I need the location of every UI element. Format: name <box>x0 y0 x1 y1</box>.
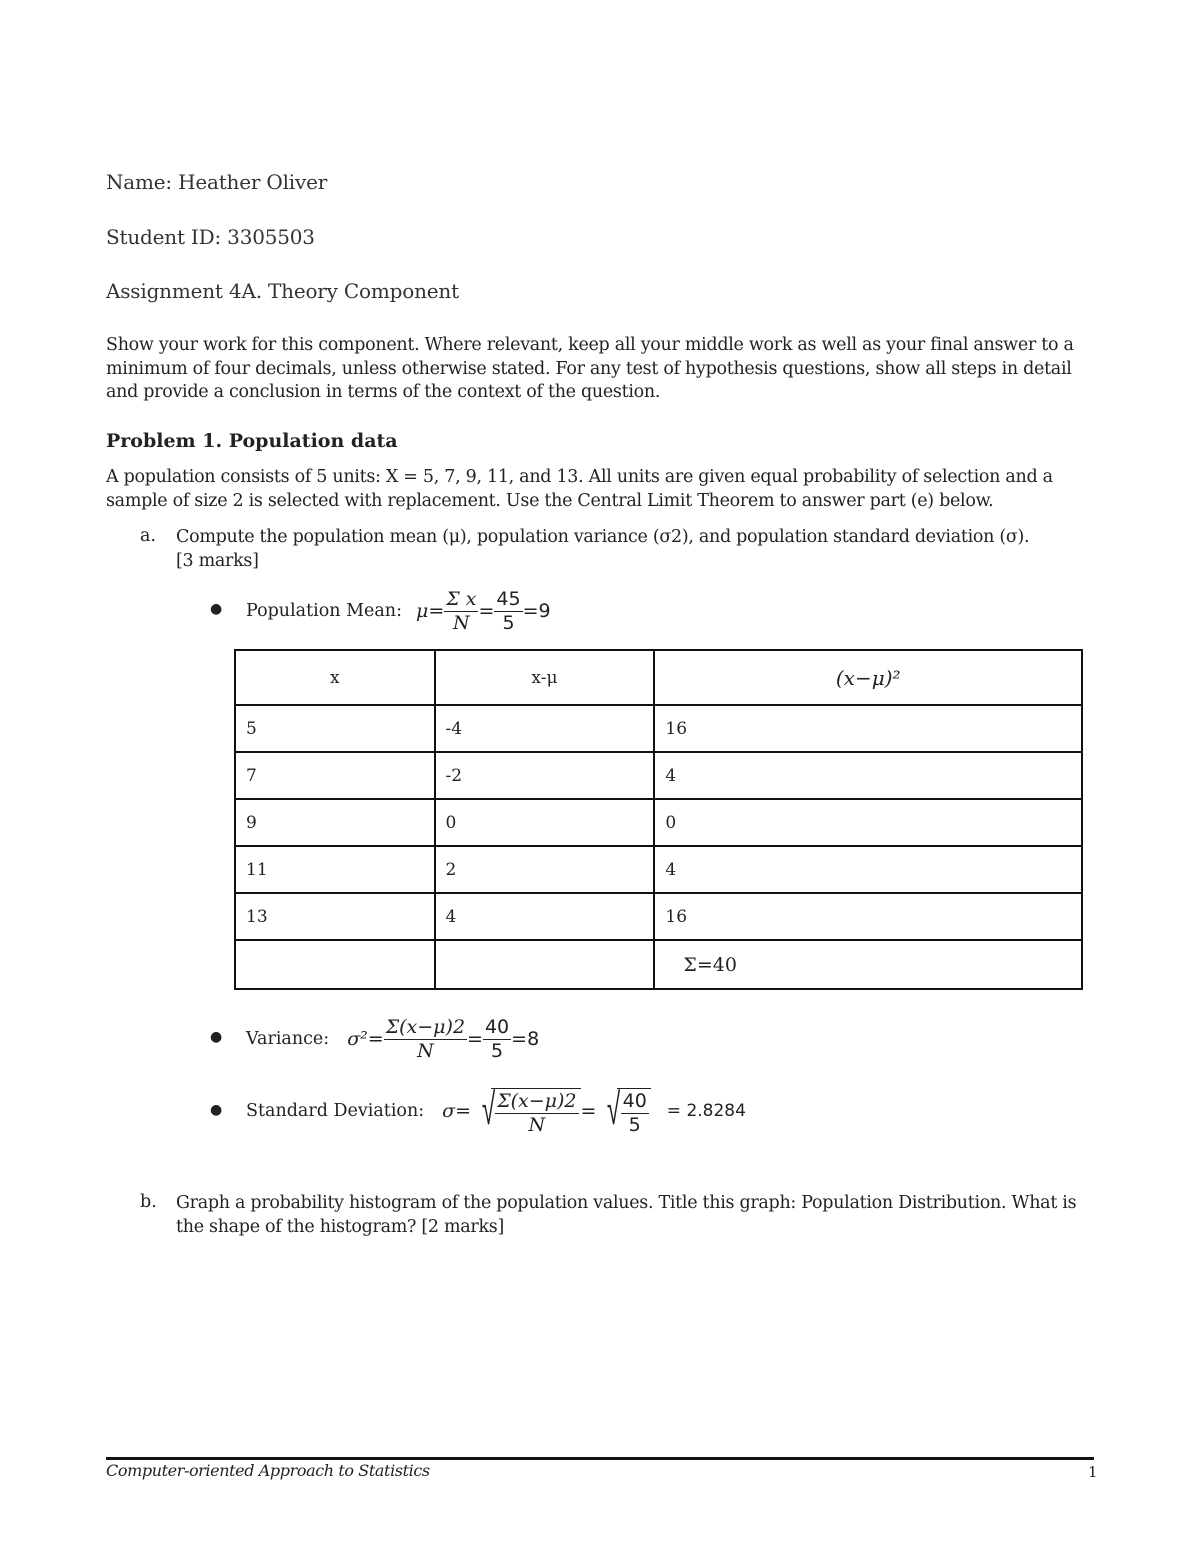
sd-fraction <box>495 1089 578 1136</box>
mean-fraction <box>444 587 478 634</box>
table-cell: 0 <box>435 799 655 846</box>
table-cell: -2 <box>435 752 655 799</box>
table-cell: 16 <box>654 705 1082 752</box>
part-b-line: the shape of the histogram? [2 marks] <box>176 1216 505 1237</box>
table-sum-row <box>235 940 1082 989</box>
variance-lhs: σ²= <box>347 1028 384 1050</box>
variance-fraction <box>384 1015 467 1062</box>
sd-numerator: Σ(x−μ)2 <box>497 1089 577 1112</box>
instructions-line: Show your work for this component. Where relevant, keep all your middle work as well as your final answer to a <box>106 335 1074 355</box>
table-cell: -4 <box>435 705 655 752</box>
part-a-line: [3 marks] <box>176 550 259 571</box>
problem-statement <box>106 466 1096 513</box>
deviation-table <box>234 649 1083 990</box>
variance-denominator-value: 5 <box>491 1039 504 1062</box>
variance-fraction-values <box>483 1015 511 1062</box>
sd-label: Standard Deviation: <box>246 1101 425 1121</box>
mean-denominator-value: 5 <box>502 611 515 634</box>
sd-fraction-values <box>621 1089 649 1136</box>
table-cell: 16 <box>654 893 1082 940</box>
instructions <box>106 334 1096 405</box>
part-b-question <box>176 1192 1096 1239</box>
population-mean-formula <box>246 586 551 636</box>
footer-divider <box>106 1457 1094 1460</box>
bullet-icon: ● <box>210 601 223 617</box>
table-cell: 7 <box>235 752 435 799</box>
table-sum-cell: Σ=40 <box>654 940 1082 989</box>
table-cell: 4 <box>435 893 655 940</box>
table-cell <box>235 940 435 989</box>
table-cell: 13 <box>235 893 435 940</box>
table-cell: 9 <box>235 799 435 846</box>
sd-result: = 2.8284 <box>666 1101 746 1121</box>
mean-lhs: μ= <box>415 600 445 622</box>
part-a-question <box>176 526 1096 573</box>
mean-label: Population Mean: <box>246 601 402 621</box>
table-row <box>235 705 1082 752</box>
table-row <box>235 799 1082 846</box>
table-header-row <box>235 650 1082 705</box>
mean-equals: = <box>478 600 495 622</box>
table-cell: 4 <box>654 846 1082 893</box>
table-row <box>235 893 1082 940</box>
problem-title: Problem 1. Population data <box>106 430 398 452</box>
instructions-line: minimum of four decimals, unless otherwise stated. For any test of hypothesis questions, show all steps in detail <box>106 358 1072 379</box>
variance-numerator: Σ(x−μ)2 <box>385 1015 466 1038</box>
footer-course-title: Computer-oriented Approach to Statistics <box>106 1461 430 1480</box>
sqrt-icon: √ <box>481 1083 496 1135</box>
mean-numerator-value: 45 <box>496 587 521 610</box>
sd-numerator-value: 40 <box>622 1089 647 1112</box>
table-cell: 4 <box>654 752 1082 799</box>
mean-denominator: N <box>453 611 470 634</box>
student-id: Student ID: 3305503 <box>106 225 315 249</box>
sqrt-icon: √ <box>607 1083 621 1135</box>
variance-numerator-value: 40 <box>484 1015 510 1038</box>
bullet-icon: ● <box>210 1102 223 1118</box>
variance-equals: = <box>467 1028 483 1050</box>
page-number: 1 <box>1088 1463 1098 1481</box>
table-row <box>235 752 1082 799</box>
part-a-line: Compute the population mean (μ), population variance (σ2), and population standard deviation (σ). <box>176 527 1030 547</box>
variance-formula <box>246 1012 539 1066</box>
table-cell <box>435 940 655 989</box>
mean-fraction-values <box>494 587 522 634</box>
bullet-icon: ● <box>210 1029 223 1045</box>
table-cell: 5 <box>235 705 435 752</box>
standard-deviation-formula <box>246 1080 746 1142</box>
problem-line: sample of size 2 is selected with replacement. Use the Central Limit Theorem to answer part (e) below. <box>106 490 994 511</box>
sd-equals: = <box>580 1100 597 1122</box>
part-b-marker: b. <box>140 1192 157 1212</box>
part-a-marker: a. <box>140 526 156 546</box>
sd-radical <box>471 1083 581 1136</box>
sd-radical-values <box>596 1083 650 1136</box>
assignment-title: Assignment 4A. Theory Component <box>106 279 459 303</box>
problem-line: A population consists of 5 units: X = 5, 7, 9, 11, and 13. All units are given equal probability of selection and a <box>106 467 1053 487</box>
mean-result: =9 <box>522 600 551 622</box>
sd-lhs: σ= <box>442 1100 472 1122</box>
sd-denominator: N <box>528 1113 546 1136</box>
table-cell: 0 <box>654 799 1082 846</box>
table-cell: 11 <box>235 846 435 893</box>
variance-result: =8 <box>511 1028 540 1050</box>
table-header-cell: (x−μ)² <box>654 650 1082 705</box>
student-name: Name: Heather Oliver <box>106 170 328 194</box>
mean-numerator: Σ x <box>446 587 477 610</box>
variance-label: Variance: <box>246 1029 330 1049</box>
table-cell: 2 <box>435 846 655 893</box>
table-header-cell: x <box>235 650 435 705</box>
instructions-line: and provide a conclusion in terms of the context of the question. <box>106 382 661 402</box>
variance-denominator: N <box>417 1039 434 1062</box>
table-row <box>235 846 1082 893</box>
table-header-cell: x-μ <box>435 650 655 705</box>
sd-denominator-value: 5 <box>628 1113 641 1136</box>
part-b-line: Graph a probability histogram of the population values. Title this graph: Population Distribution. What is <box>176 1193 1077 1213</box>
